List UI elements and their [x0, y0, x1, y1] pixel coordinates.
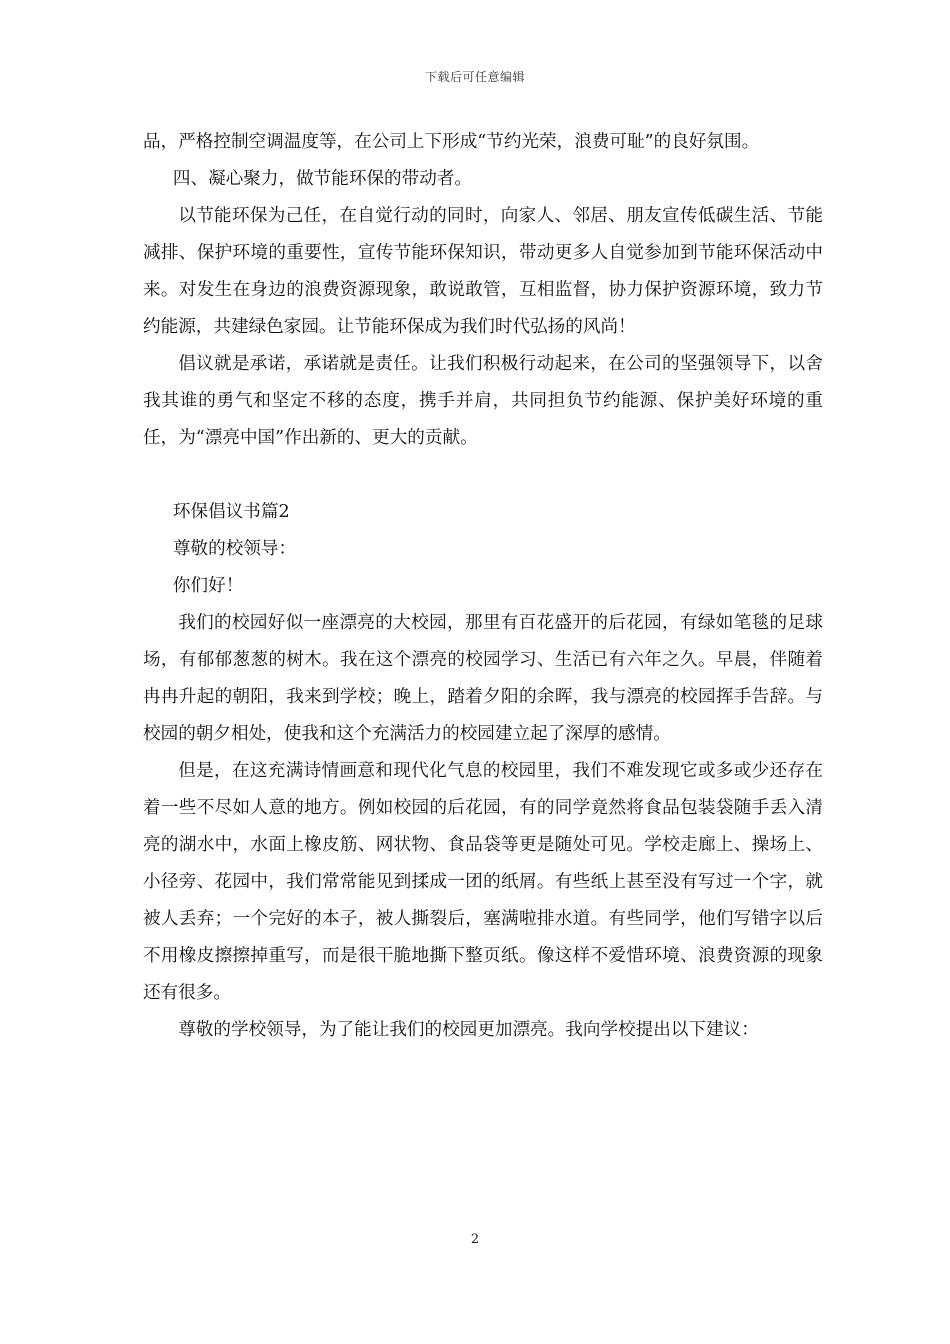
- page-number: 2: [470, 1232, 480, 1247]
- paragraph-problems: 但是，在这充满诗情画意和现代化气息的校园里，我们不难发现它或多或少还存在着一些不尽如人意的地方。例如校园的后花园，有的同学竟然将食品包装袋随手丢入清亮的湖水中，水面上橡皮筋、网状物、食品袋等更是随处可见。学校走廊上、操场上、小径旁、花园中，我们常常能见到揉成一团的纸屑。有些纸上甚至没有写过一个字，就被人丢弃；一个完好的本子，被人撕裂后，塞满啦排水道。有些同学，他们写错字以后不用橡皮擦擦掉重写，而是很干脆地撕下整页纸。像这样不爱惜环境、浪费资源的现象还有很多。: [143, 761, 823, 1003]
- paragraph-lead-by-example: 以节能环保为己任，在自觉行动的同时，向家人、邻居、朋友宣传低碳生活、节能减排、保护环境的重要性，宣传节能环保知识，带动更多人自觉参加到节能环保活动中来。对发生在身边的浪费资源现象，敢说敢管，互相监督，协力保护资源环境，致力节约能源，共建绿色家园。让节能环保成为我们时代弘扬的风尚！: [143, 206, 823, 337]
- salutation: 尊敬的校领导：: [172, 539, 297, 559]
- page-header: 下载后可任意编辑: [424, 70, 525, 84]
- paragraph-continuation: 品，严格控制空调温度等，在公司上下形成“节约光荣，浪费可耻”的良好氛围。: [143, 132, 760, 152]
- paragraph-commitment: 倡议就是承诺，承诺就是责任。让我们积极行动起来，在公司的坚强领导下，以舍我其谁的勇气和坚定不移的态度，携手并肩，共同担负节约能源、保护美好环境的重任，为“漂亮中国”作出新的、更大的贡献。: [143, 354, 823, 448]
- paragraph-suggestion-intro: 尊敬的学校领导，为了能让我们的校园更加漂亮。我向学校提出以下建议：: [178, 1020, 759, 1040]
- document-body: [143, 124, 823, 1049]
- greeting: 你们好！: [172, 576, 244, 596]
- section-heading-four: 四、凝心聚力，做节能环保的带动者。: [172, 169, 473, 189]
- paragraph-campus-description: 我们的校园好似一座漂亮的大校园，那里有百花盛开的后花园，有绿如笔毯的足球场，有郁郁葱葱的树木。我在这个漂亮的校园学习、生活已有六年之久。早晨，伴随着冉冉升起的朝阳，我来到学校；晚上，踏着夕阳的余晖，我与漂亮的校园挥手告辞。与校园的朝夕相处，使我和这个充满活力的校园建立起了深厚的感情。: [143, 613, 823, 744]
- section-gap: [143, 457, 823, 494]
- article-title: 环保倡议书篇2: [172, 502, 290, 522]
